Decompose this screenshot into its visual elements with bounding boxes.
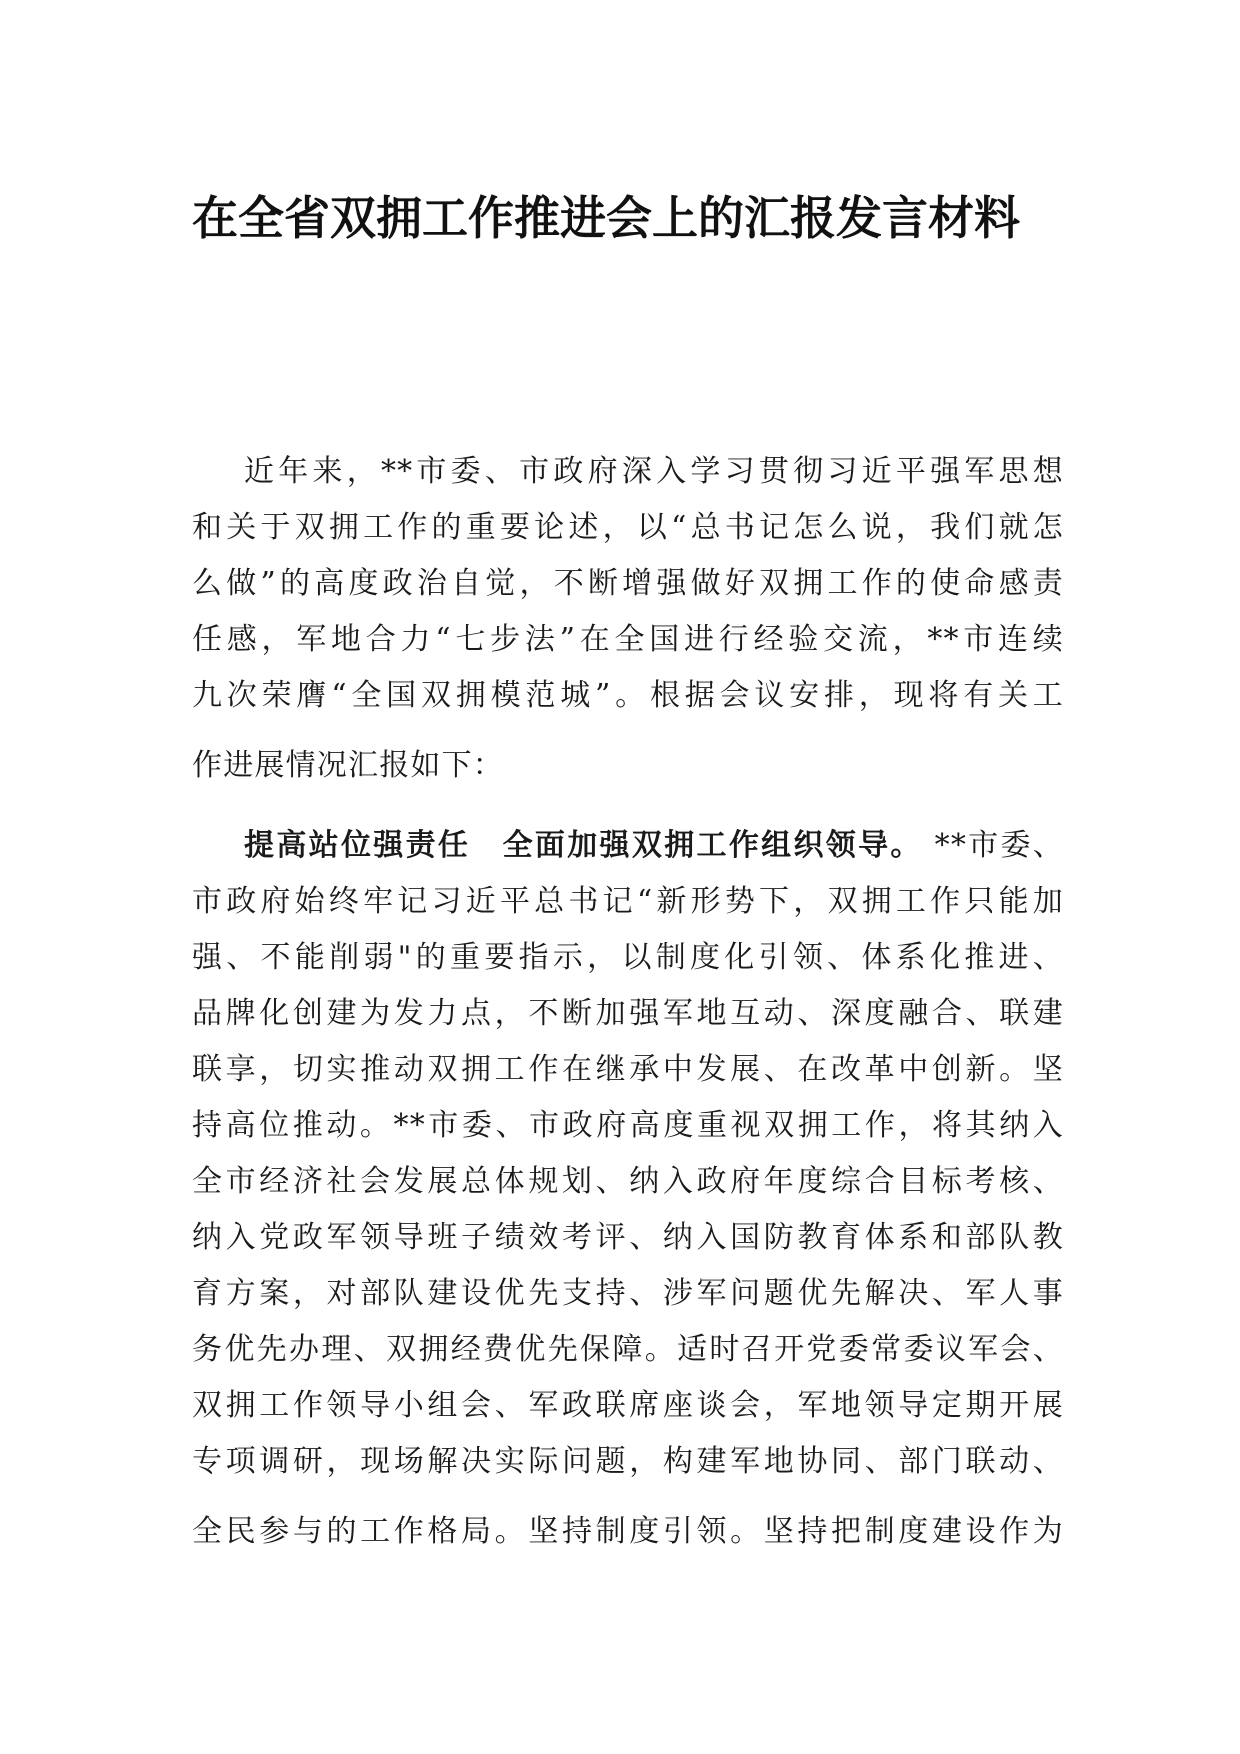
paragraph-line: 全市经济社会发展总体规划、纳入政府年度综合目标考核、 [192,1164,1064,1199]
paragraph-line: 纳入党政军领导班子绩效考评、纳入国防教育体系和部队教 [192,1220,1064,1255]
paragraph-line: 专项调研，现场解决实际问题，构建军地协同、部门联动、 [192,1444,1064,1479]
section-1-paragraph [192,818,1064,1560]
paragraph-line: 强、不能削弱"的重要指示，以制度化引领、体系化推进、 [192,940,1064,975]
paragraph-line: 市政府始终牢记习近平总书记“新形势下，双拥工作只能加 [192,884,1064,919]
paragraph-line: 任感，军地合力“七步法”在全国进行经验交流，**市连续 [192,622,1064,657]
paragraph-line: 么做”的高度政治自觉，不断增强做好双拥工作的使命感责 [192,566,1064,601]
intro-paragraph [192,444,1064,794]
paragraph-line: 务优先办理、双拥经费优先保障。适时召开党委常委议军会、 [192,1332,1064,1367]
section-1-heading: 提高站位强责任 全面加强双拥工作组织领导。 [244,828,923,863]
paragraph-line: 双拥工作领导小组会、军政联席座谈会，军地领导定期开展 [192,1388,1064,1423]
paragraph-line: 持高位推动。**市委、市政府高度重视双拥工作，将其纳入 [192,1108,1064,1143]
paragraph-line: 全民参与的工作格局。坚持制度引领。坚持把制度建设作为 [192,1514,1064,1549]
paragraph-line: 九次荣膺“全国双拥模范城”。根据会议安排，现将有关工 [192,678,1064,713]
paragraph-line: 作进展情况汇报如下： [192,748,504,783]
paragraph-line: 近年来，**市委、市政府深入学习贯彻习近平强军思想 [244,454,1064,489]
paragraph-line: 和关于双拥工作的重要论述，以“总书记怎么说，我们就怎 [192,510,1064,545]
document-title: 在全省双拥工作推进会上的汇报发言材料 [192,191,1020,245]
paragraph-line: 育方案，对部队建设优先支持、涉军问题优先解决、军人事 [192,1276,1064,1311]
paragraph-line: 品牌化创建为发力点，不断加强军地互动、深度融合、联建 [192,996,1064,1031]
section-1-first-line-text: **市委、 [934,828,1064,863]
section-1-first-line [192,818,1064,874]
paragraph-line: 联享，切实推动双拥工作在继承中发展、在改革中创新。坚 [192,1052,1064,1087]
